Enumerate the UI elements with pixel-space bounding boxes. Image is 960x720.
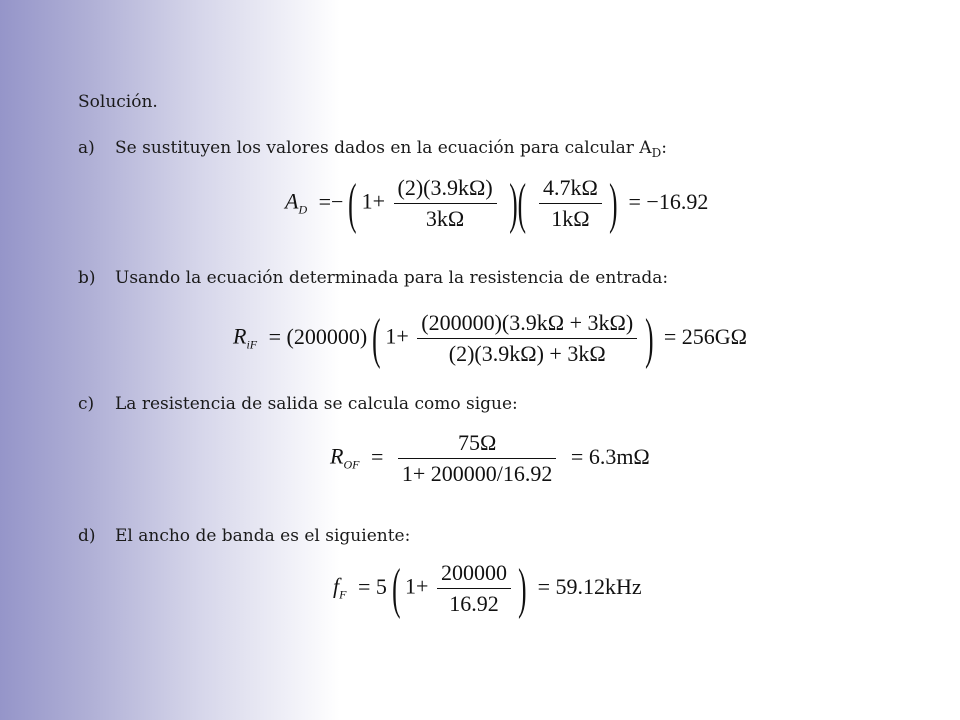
fraction-a1: $\frac{(2)(3.9k\Omega)}{3k\Omega}$ <box>394 175 497 232</box>
item-c-marker: c) <box>78 394 95 414</box>
item-d-marker: d) <box>78 526 96 546</box>
equation-d: $f_F = 5$( 1+ $\frac{200000}{16.92}$ ) = 59.12kHz <box>333 557 642 620</box>
equation-c: $R_{OF}$ = $\frac{75\Omega}{1+ 200000/16.92}$ = 6.3mΩ <box>330 430 650 486</box>
item-a-marker: a) <box>78 138 95 158</box>
fraction-b: $\frac{(200000)(3.9k\Omega + 3k\Omega)}{(2)(3.9k\Omega) + 3k\Omega}$ <box>417 310 637 367</box>
item-c-text: La resistencia de salida se calcula como sigue: <box>115 394 518 414</box>
fraction-d: $\frac{200000}{16.92}$ <box>437 560 511 617</box>
item-d-text: El ancho de banda es el siguiente: <box>115 526 411 546</box>
equation-a: $A_D$ =−( 1+ $\frac{(2)(3.9k\Omega)}{3k\Omega}$ )( $\frac{4.7k\Omega}{1k\Omega}$ ) = −16.92 <box>285 172 709 235</box>
item-a-text: Se sustituyen los valores dados en la ecuación para calcular $A_D$: <box>115 138 667 160</box>
fraction-c: $\frac{75\Omega}{1+ 200000/16.92}$ <box>398 430 557 487</box>
item-b-marker: b) <box>78 268 96 288</box>
equation-b: $R_{iF} = (200000)$( 1+ $\frac{(200000)(3.9k\Omega + 3k\Omega)}{(2)(3.9k\Omega) + 3k\Omega}$ ) = 256GΩ <box>233 307 747 370</box>
fraction-a2: $\frac{4.7k\Omega}{1k\Omega}$ <box>539 175 602 232</box>
solution-heading: Solución. <box>78 92 158 112</box>
item-b-text: Usando la ecuación determinada para la resistencia de entrada: <box>115 268 669 288</box>
